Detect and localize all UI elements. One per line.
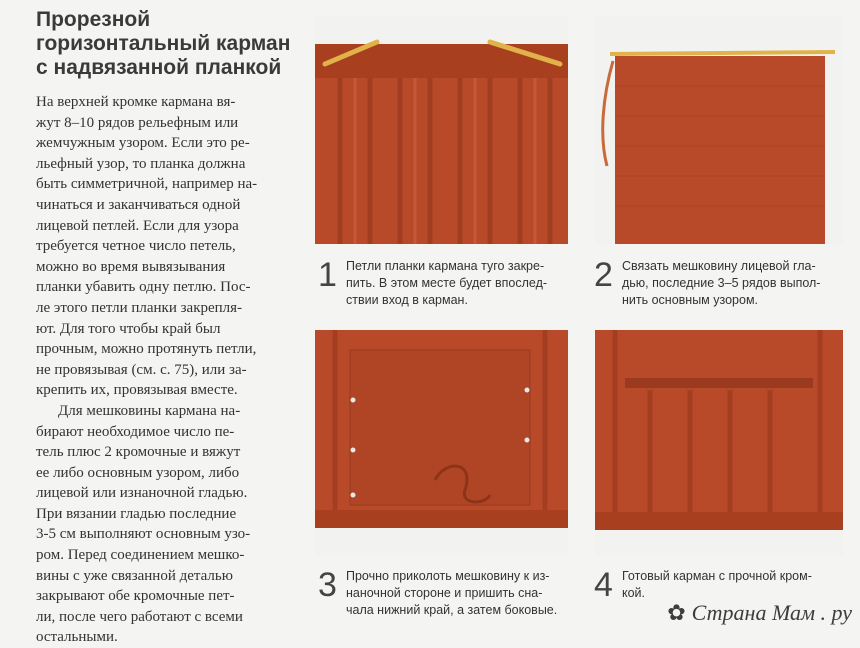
step-number: 1 [318,256,337,294]
text-line: лицевой петлей. Если для узора [36,217,239,234]
text-line: не провязывая (см. с. 75), или за- [36,361,247,378]
photo-step-3 [315,330,568,555]
title-line: с надвязанной планкой [36,56,282,79]
step-number: 4 [594,566,613,604]
step-text [346,258,547,309]
photo-step-4 [595,330,843,555]
step-text [622,258,820,309]
text-line: ли, после чего работают с всеми [36,608,243,625]
text-line: ле этого петли планки закрепля- [36,299,243,316]
text-line: требуется четное число петель, [36,238,236,255]
step-text [346,568,557,619]
text-line: прочным, можно протянуть петли, [36,341,257,358]
text-line: ее либо основным узором, либо [36,464,240,481]
text-line: 3-5 см выполняют основным узо- [36,526,251,543]
article-title [36,8,298,80]
text-line: быть симметричной, например на- [36,176,258,193]
text-line: тель плюс 2 кромочные и вяжут [36,444,241,461]
title-line: Прорезной [36,8,151,31]
paragraph [36,401,298,648]
text-line: Для мешковины кармана на- [58,402,241,419]
text-line: На верхней кромке кармана вя- [36,94,236,110]
watermark-text: Страна Мам . ру [691,600,852,625]
title-line: горизонтальный карман [36,32,291,55]
text-line: дью, последние 3–5 рядов выпол- [622,276,821,290]
step-number: 3 [318,566,337,604]
text-line: жут 8–10 рядов рельефным или [36,114,239,131]
text-line: Готовый карман с прочной кром- [622,569,812,583]
text-line: жемчужным узором. Если это ре- [36,135,250,152]
text-line: При вязании гладью последние [36,505,237,522]
flower-icon: ✿ [667,600,686,625]
step-number: 2 [594,256,613,294]
text-line: чинаться и заканчиваться одной [36,196,241,213]
text-line: чала нижний край, а затем боковые. [346,603,558,617]
text-line: Петли планки кармана туго закре- [346,259,545,273]
text-line: вины с уже связанной деталью [36,567,233,584]
text-line: наночной стороне и пришить сна- [346,586,543,600]
text-line: льефный узор, то планка должна [36,155,246,172]
text-line: можно во время вывязывания [36,258,226,275]
caption-step-4 [594,568,852,602]
text-line: Прочно приколоть мешковину к из- [346,569,550,583]
step-text [622,568,812,602]
caption-step-2 [594,258,852,309]
article-column [8,8,298,648]
article-body [36,92,298,648]
text-line: лицевой или изнаночной гладью. [36,485,248,502]
caption-step-3 [318,568,578,619]
knitting-photo-2 [595,16,843,244]
paragraph [36,92,298,401]
text-line: пить. В этом месте будет впослед- [346,276,548,290]
site-watermark [667,600,852,626]
knitting-photo-4 [595,330,843,555]
photo-step-2 [595,16,843,244]
text-line: планки убавить одну петлю. Пос- [36,279,251,296]
text-line: остальными. [36,629,118,646]
knitting-photo-1 [315,16,568,244]
text-line: крепить их, провязывая вместе. [36,382,238,399]
text-line: кой. [622,586,646,600]
text-line: ствии вход в карман. [346,293,468,307]
photo-step-1 [315,16,568,244]
caption-step-1 [318,258,578,309]
text-line: закрывают обе кромочные пет- [36,588,235,605]
knitting-photo-3 [315,330,568,555]
text-line: ром. Перед соединением мешко- [36,547,245,564]
text-line: ют. Для того чтобы край был [36,320,221,337]
text-line: нить основным узором. [622,293,759,307]
text-line: бирают необходимое число пе- [36,423,235,440]
text-line: Связать мешковину лицевой гла- [622,259,816,273]
